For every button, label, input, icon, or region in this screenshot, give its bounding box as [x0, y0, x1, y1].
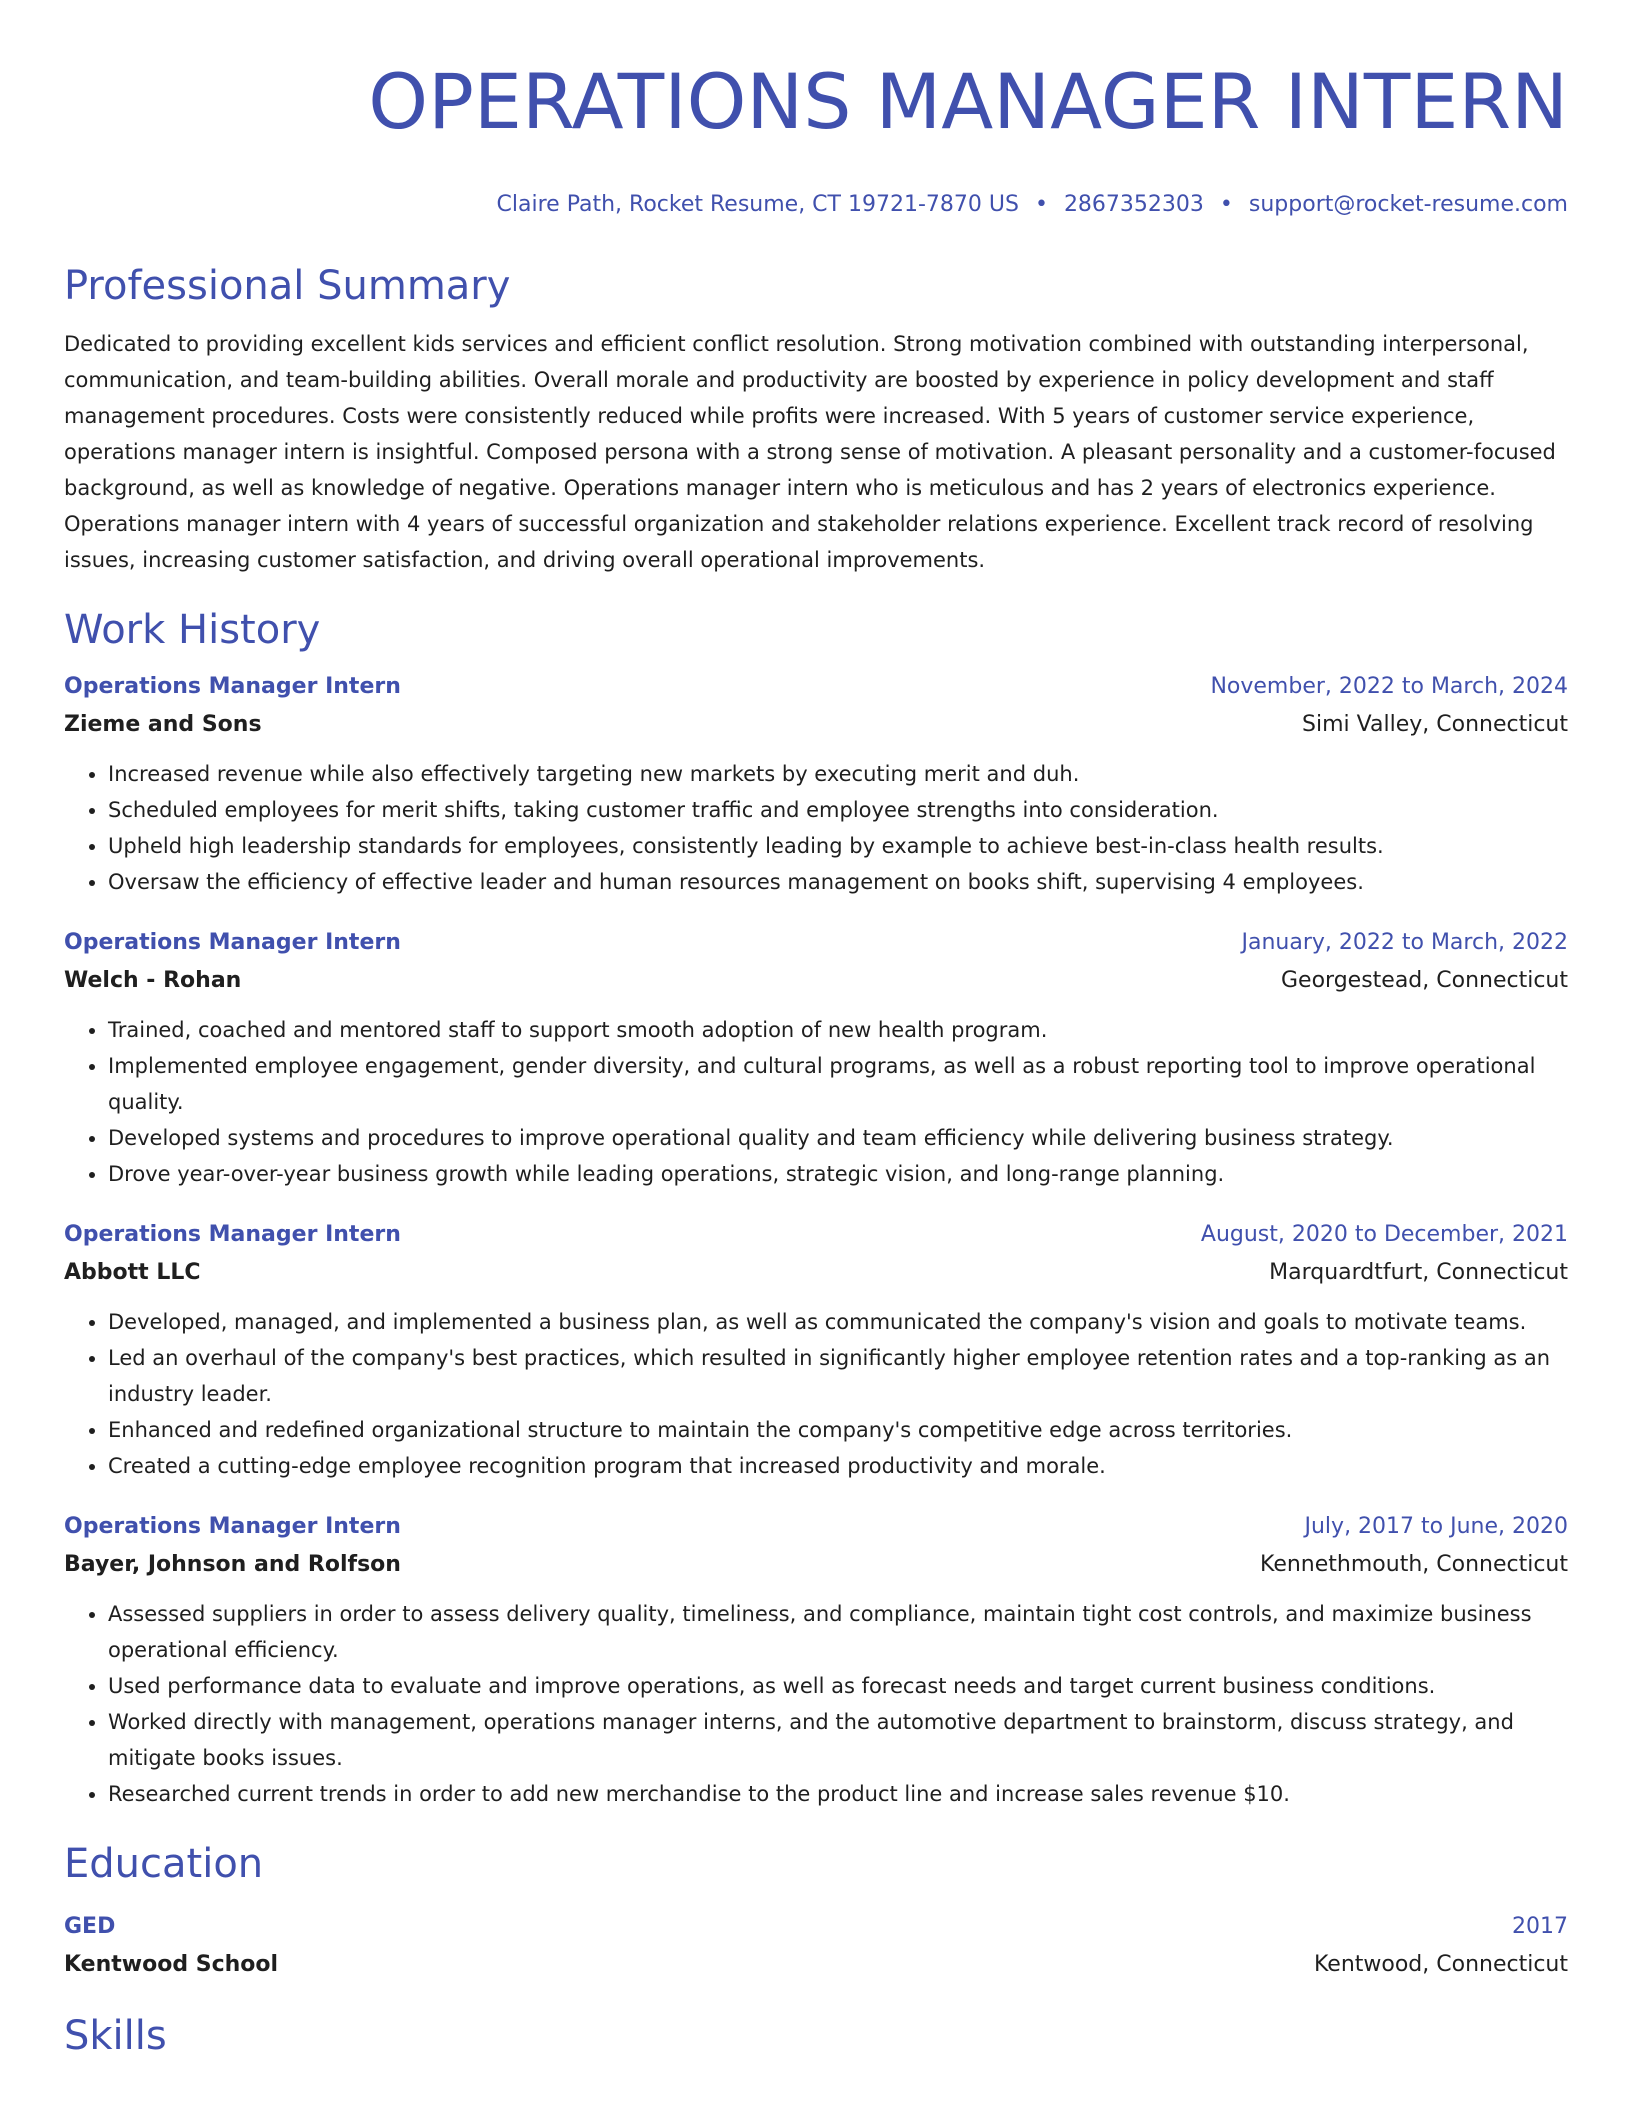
job-entry [64, 1508, 1568, 1812]
job-bullet: • Worked directly with management, operations manager interns, and the automotive department to brainstorm, discuss strategy, and mitigate books issues. [108, 1704, 1568, 1776]
job-bullet: • Scheduled employees for merit shifts, taking customer traffic and employee strengths into consideration. [108, 792, 1568, 828]
education-entry [64, 1908, 1568, 1984]
job-bullet: • Implemented employee engagement, gender diversity, and cultural programs, as well as a robust reporting tool to improve operational quality. [108, 1048, 1568, 1120]
contact-address: Claire Path, Rocket Resume, CT 19721-7870 US [496, 192, 1019, 217]
education-location: Kentwood, Connecticut [1313, 1952, 1568, 1977]
job-location: Marquardtfurt, Connecticut [1269, 1260, 1568, 1285]
education-heading: Education [64, 1841, 264, 1887]
job-dates: January, 2022 to March, 2022 [1241, 930, 1568, 955]
job-company: Zieme and Sons [64, 712, 262, 737]
education-school: Kentwood School [64, 1952, 279, 1977]
skills-heading: Skills [64, 2013, 167, 2059]
summary-heading: Professional Summary [64, 263, 511, 309]
contact-email: support@rocket-resume.com [1248, 192, 1568, 217]
job-dates: November, 2022 to March, 2024 [1210, 674, 1568, 699]
job-dates: August, 2020 to December, 2021 [1200, 1222, 1568, 1247]
job-bullet: • Used performance data to evaluate and improve operations, as well as forecast needs and target current business conditions. [108, 1668, 1568, 1704]
job-bullet: • Increased revenue while also effectively targeting new markets by executing merit and duh. [108, 756, 1568, 792]
job-company: Bayer, Johnson and Rolfson [64, 1552, 401, 1577]
job-entry [64, 924, 1568, 1192]
education-degree: GED [64, 1914, 116, 1939]
job-company: Welch - Rohan [64, 968, 242, 993]
job-title: Operations Manager Intern [64, 930, 401, 955]
job-bullets [64, 1304, 1568, 1484]
job-location: Kennethmouth, Connecticut [1260, 1552, 1568, 1577]
job-bullet: • Drove year-over-year business growth while leading operations, strategic vision, and long-range planning. [108, 1156, 1568, 1192]
job-bullets [64, 1012, 1568, 1192]
summary-text: Dedicated to providing excellent kids services and efficient conflict resolution. Strong motivation combined with outstanding interpersonal, communication, and team-building abilities. Overall morale and productivity are boosted by experience in policy development and staff management procedures. Costs were consistently reduced while profits were increased. With 5 years of customer service experience, operations manager intern is insightful. Composed persona with a strong sense of motivation. A pleasant personality and a customer-focused background, as well as knowledge of negative. Operations manager intern who is meticulous and has 2 years of electronics experience. Operations manager intern with 4 years of successful organization and stakeholder relations experience. Excellent track record of resolving issues, increasing customer satisfaction, and driving overall operational improvements. [64, 332, 1556, 572]
education-year: 2017 [1512, 1914, 1568, 1939]
job-location: Simi Valley, Connecticut [1302, 712, 1568, 737]
job-bullet: • Upheld high leadership standards for employees, consistently leading by example to achieve best-in-class health results. [108, 828, 1568, 864]
job-bullet: • Developed, managed, and implemented a business plan, as well as communicated the company's vision and goals to motivate teams. [108, 1304, 1568, 1340]
job-bullet: • Led an overhaul of the company's best practices, which resulted in significantly higher employee retention rates and a top-ranking as an industry leader. [108, 1340, 1568, 1412]
work-history-heading: Work History [64, 607, 321, 653]
job-bullets [64, 756, 1568, 900]
contact-separator: • [1219, 192, 1233, 217]
job-bullets [64, 1596, 1568, 1812]
job-location: Georgestead, Connecticut [1281, 968, 1568, 993]
job-title: Operations Manager Intern [64, 1514, 401, 1539]
job-bullet: • Trained, coached and mentored staff to support smooth adoption of new health program. [108, 1012, 1568, 1048]
contact-line [64, 190, 1568, 220]
contact-phone: 2867352303 [1063, 192, 1204, 217]
job-title: Operations Manager Intern [64, 674, 401, 699]
contact-separator: • [1034, 192, 1048, 217]
job-bullet: • Developed systems and procedures to improve operational quality and team efficiency while delivering business strategy. [108, 1120, 1568, 1156]
job-entry [64, 668, 1568, 900]
resume-title: OPERATIONS MANAGER INTERN [368, 57, 1568, 146]
job-bullet: • Created a cutting-edge employee recognition program that increased productivity and morale. [108, 1448, 1568, 1484]
job-bullet: • Assessed suppliers in order to assess delivery quality, timeliness, and compliance, maintain tight cost controls, and maximize business operational efficiency. [108, 1596, 1568, 1668]
job-dates: July, 2017 to June, 2020 [1304, 1514, 1568, 1539]
job-bullet: • Oversaw the efficiency of effective leader and human resources management on books shift, supervising 4 employees. [108, 864, 1568, 900]
job-entry [64, 1216, 1568, 1484]
job-company: Abbott LLC [64, 1260, 201, 1285]
job-title: Operations Manager Intern [64, 1222, 401, 1247]
job-bullet: • Researched current trends in order to add new merchandise to the product line and increase sales revenue $10. [108, 1776, 1568, 1812]
job-bullet: • Enhanced and redefined organizational structure to maintain the company's competitive edge across territories. [108, 1412, 1568, 1448]
